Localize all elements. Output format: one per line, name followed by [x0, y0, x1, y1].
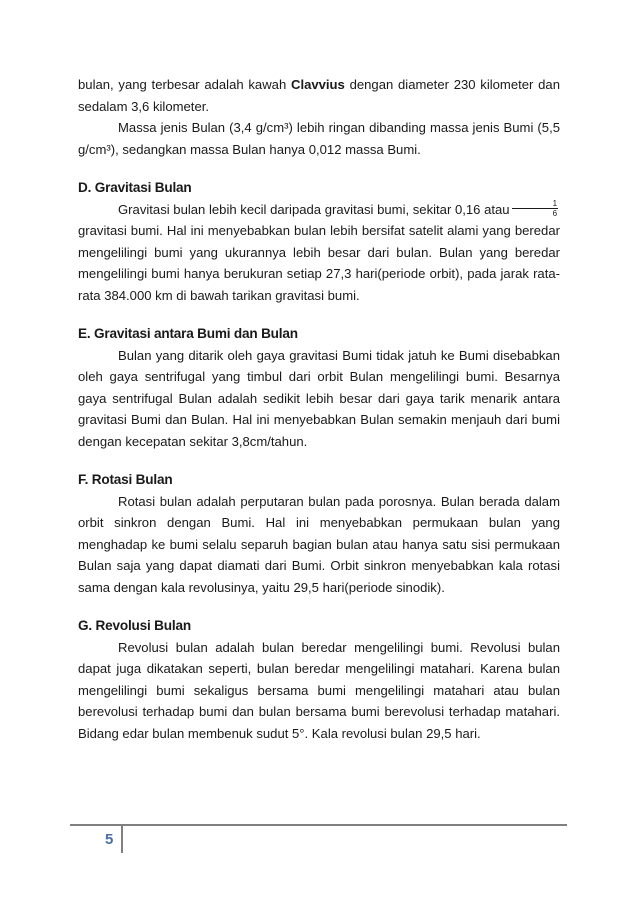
intro-paragraph-1	[78, 74, 560, 117]
fraction-denominator: 6	[552, 208, 558, 218]
fraction-one-sixth	[512, 199, 558, 218]
intro-text-end: dengan diameter 230 kilometer dan sedalam 3,6 kilometer.	[78, 77, 560, 114]
section-f-paragraph: Rotasi bulan adalah perputaran bulan pada porosnya. Bulan berada dalam orbit sinkron dengan Bumi. Hal ini menyebabkan permukaan bulan yang menghadap ke bumi selalu separuh bagian bulan atau hanya satu sisi permukaan Bulan saja yang dapat diamati dari Bumi. Orbit sinkron menyebabkan kala rotasi sama dengan kala revolusinya, yaitu 29,5 hari(periode sinodik).	[78, 493, 560, 595]
section-d-text-start: Gravitasi bulan lebih kecil daripada gravitasi bumi, sekitar 0,16 atau	[118, 201, 510, 217]
section-e	[78, 323, 560, 452]
section-e-heading: E. Gravitasi antara Bumi dan Bulan	[78, 326, 298, 341]
section-g-heading: G. Revolusi Bulan	[78, 618, 191, 633]
section-f-heading: F. Rotasi Bulan	[78, 472, 173, 487]
section-e-paragraph: Bulan yang ditarik oleh gaya gravitasi Bumi tidak jatuh ke Bumi disebabkan oleh gaya sentrifugal yang timbul dari orbit Bulan mengelilingi bumi. Besarnya gaya sentrifugal Bulan adalah sedikit lebih besar dari gaya tarik menarik antara gravitasi Bumi dan Bulan. Hal ini menyebabkan Bulan semakin menjauh dari bumi dengan kecepatan sekitar 3,8cm/tahun.	[78, 347, 560, 449]
section-d-heading: D. Gravitasi Bulan	[78, 180, 192, 195]
fraction-numerator: 1	[512, 199, 558, 209]
intro-text-start: bulan, yang terbesar adalah kawah	[78, 77, 291, 92]
section-g-paragraph: Revolusi bulan adalah bulan beredar mengelilingi bumi. Revolusi bulan dapat juga dikatakan seperti, bulan beredar mengelilingi matahari. Karena bulan mengelilingi bumi sekaligus bersama bumi mengelilingi matahari atau bulan berevolusi terhadap bumi dan bulan bersama bumi berevolusi terhadap matahari. Bidang edar bulan membenuk sudut 5°. Kala revolusi bulan 29,5 hari.	[78, 639, 560, 741]
intro-paragraph-2: Massa jenis Bulan (3,4 g/cm³) lebih ringan dibanding massa jenis Bumi (5,5 g/cm³), sedangkan massa Bulan hanya 0,012 massa Bumi.	[78, 120, 560, 157]
section-d-first-line	[78, 199, 560, 221]
page-number: 5	[105, 831, 114, 848]
section-d-paragraph: gravitasi bumi. Hal ini menyebabkan bulan lebih bersifat satelit alami yang beredar mengelilingi bumi yang ukurannya lebih besar dari bulan. Bulan yang beredar mengelilingi bumi hanya berukuran setiap 27,3 hari(periode orbit), pada jarak rata-rata 384.000 km di bawah tarikan gravitasi bumi.	[78, 223, 560, 303]
document-body	[78, 74, 560, 744]
section-d	[78, 177, 560, 306]
crater-name: Clavvius	[290, 77, 345, 92]
section-f	[78, 469, 560, 598]
section-g	[78, 615, 560, 744]
footer-separator	[121, 826, 123, 853]
footer-rule	[70, 824, 567, 826]
